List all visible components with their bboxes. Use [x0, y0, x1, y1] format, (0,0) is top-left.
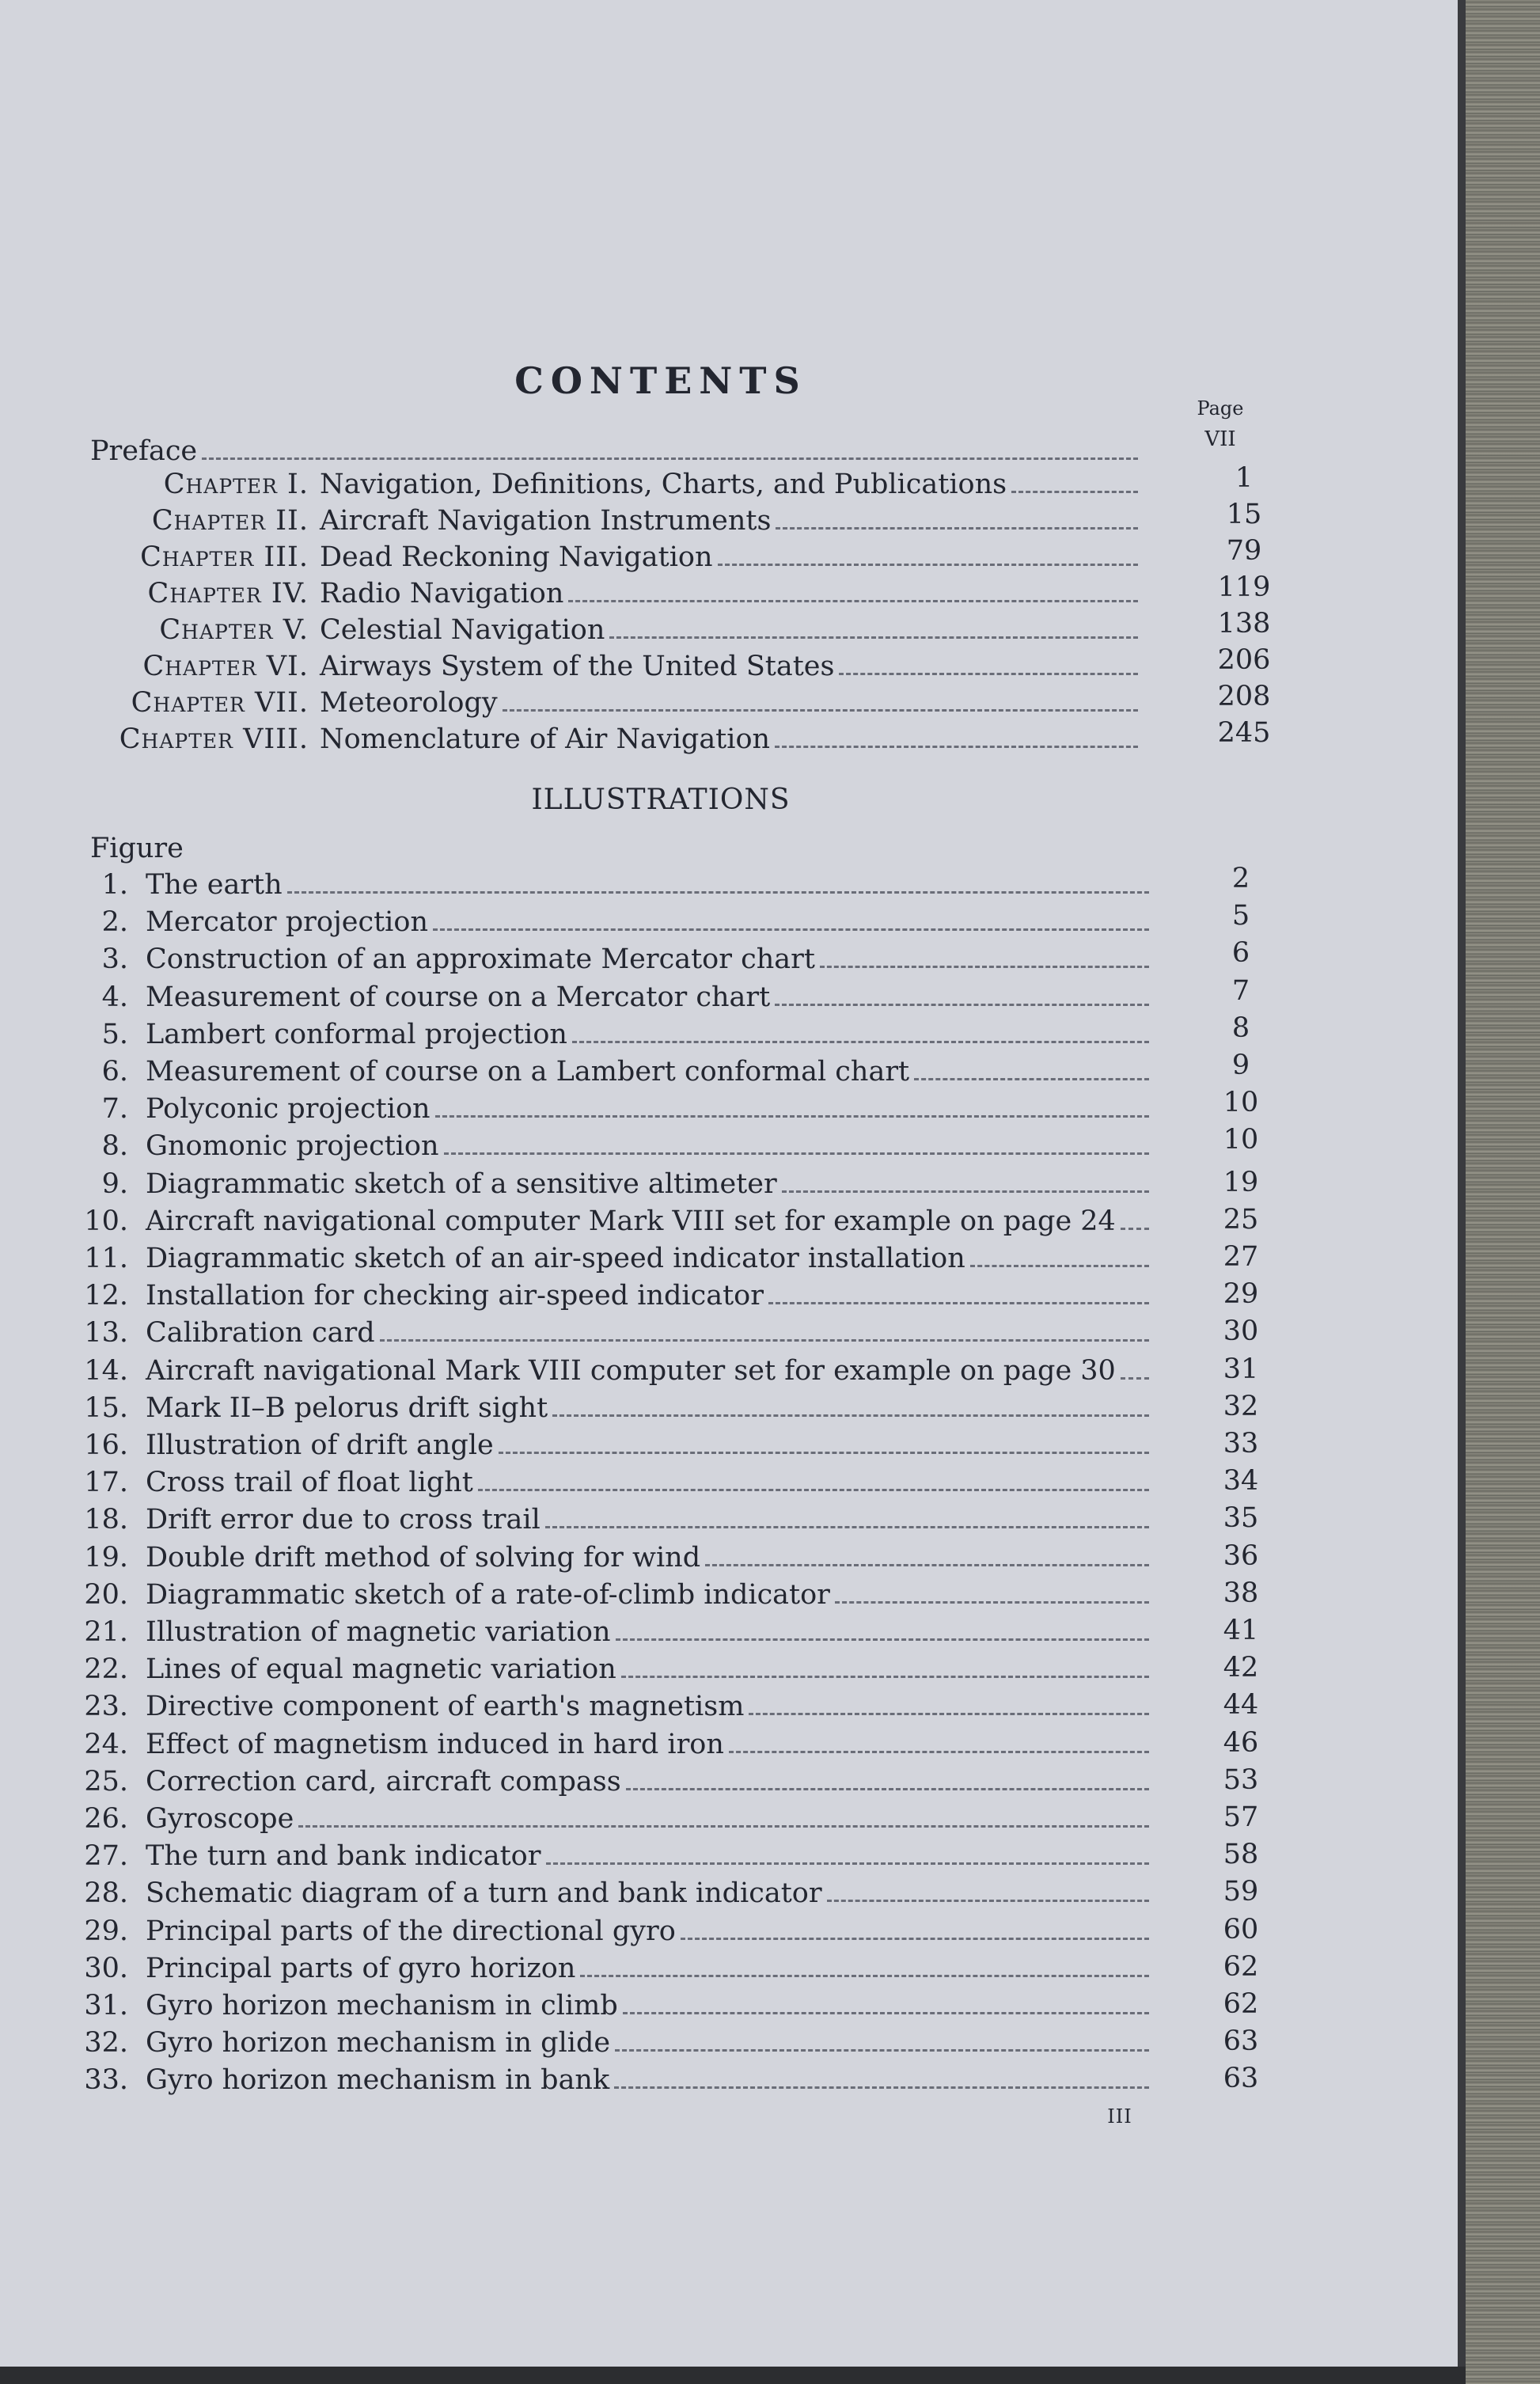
figure-number: 6.: [101, 1056, 128, 1088]
chapter-page: 79: [1226, 535, 1262, 567]
chapter-row: [0, 571, 1345, 614]
figure-title: Mercator projection: [146, 906, 428, 939]
figure-page: 33: [1223, 1428, 1259, 1460]
figure-row: [0, 1355, 1345, 1391]
figure-title: Principal parts of gyro horizon: [146, 1952, 576, 1984]
figure-number: 19.: [84, 1541, 128, 1574]
dot-leader: [609, 636, 1138, 639]
dot-leader: [503, 709, 1138, 712]
dot-leader: [705, 1564, 1149, 1566]
figure-title: Diagrammatic sketch of a rate-of-climb indicator: [146, 1578, 830, 1611]
dot-leader: [914, 1078, 1149, 1080]
chapter-page: 138: [1217, 608, 1271, 640]
figure-title: Double drift method of solving for wind: [146, 1541, 701, 1574]
figure-row: [0, 1726, 1345, 1765]
figure-title: Effect of magnetism induced in hard iron: [146, 1728, 724, 1760]
chapter-title: Dead Reckoning Navigation: [320, 541, 713, 573]
dot-leader: [782, 1190, 1149, 1193]
dot-leader: [546, 1862, 1150, 1865]
dot-leader: [435, 1115, 1149, 1118]
figure-title: Gyro horizon mechanism in climb: [146, 1990, 618, 2021]
figure-title: Gyro horizon mechanism in bank: [146, 2064, 610, 2097]
figure-column-header: Figure: [90, 833, 184, 864]
figure-title: Gnomonic projection: [146, 1130, 439, 1163]
dot-leader: [298, 1825, 1149, 1828]
page-number: III: [1107, 2105, 1132, 2128]
figure-title: Cross trail of float light: [146, 1467, 473, 1499]
figure-row: [0, 1803, 1345, 1839]
chapter-label: Chapter I.: [163, 469, 309, 500]
chapter-row: [0, 717, 1345, 760]
dot-leader: [621, 1676, 1149, 1678]
dot-leader: [776, 527, 1138, 530]
figure-row: [0, 1990, 1345, 2026]
figure-row: [0, 1050, 1345, 1092]
figure-title: Gyroscope: [146, 1803, 294, 1835]
figure-page: 63: [1223, 2025, 1259, 2058]
figure-page: 62: [1223, 1988, 1259, 2020]
chapter-page: 119: [1217, 571, 1271, 603]
chapter-label: Chapter II.: [151, 505, 309, 537]
figure-number: 24.: [84, 1728, 128, 1760]
figure-number: 17.: [84, 1467, 128, 1499]
figure-row: [0, 1317, 1345, 1353]
figure-title: Measurement of course on a Lambert conformal chart: [146, 1056, 910, 1088]
figure-title: Mark II–B pelorus drift sight: [146, 1391, 548, 1424]
figure-title: The turn and bank indicator: [146, 1840, 541, 1873]
figure-number: 3.: [101, 943, 128, 976]
figure-number: 27.: [84, 1840, 128, 1873]
figure-row: [0, 1280, 1345, 1316]
chapter-label: Chapter VII.: [131, 687, 309, 719]
figure-number: 9.: [101, 1167, 128, 1200]
figure-number: 33.: [84, 2064, 128, 2097]
figure-number: 29.: [84, 1915, 128, 1947]
figure-page: 58: [1223, 1839, 1259, 1871]
dot-leader: [1121, 1228, 1149, 1230]
chapter-title: Meteorology: [320, 687, 498, 719]
figure-page: 10: [1223, 1124, 1259, 1156]
figure-number: 28.: [84, 1877, 128, 1910]
figure-number: 25.: [84, 1765, 128, 1797]
dot-leader: [552, 1414, 1149, 1417]
figure-title: Schematic diagram of a turn and bank indicator: [146, 1877, 822, 1910]
dot-leader: [775, 1004, 1149, 1006]
preface-page: VII: [1204, 427, 1236, 451]
figure-row: [0, 1616, 1345, 1653]
preface-row: [0, 427, 1345, 472]
dot-leader: [572, 1041, 1149, 1043]
dot-leader: [580, 1975, 1149, 1977]
figure-title: Lambert conformal projection: [146, 1018, 567, 1050]
figure-title: Illustration of drift angle: [146, 1429, 494, 1461]
dot-leader: [444, 1152, 1149, 1155]
figure-title: Gyro horizon mechanism in glide: [146, 2027, 611, 2059]
figure-number: 26.: [84, 1803, 128, 1835]
chapter-label: Chapter V.: [159, 614, 309, 646]
figure-row: [0, 1915, 1345, 1952]
figure-page: 2: [1231, 863, 1250, 894]
figure-row: [0, 1653, 1345, 1690]
figure-page: 53: [1223, 1763, 1259, 1796]
figure-page: 41: [1223, 1615, 1259, 1646]
figure-title: The earth: [146, 869, 283, 901]
figure-page: 59: [1223, 1876, 1259, 1908]
figure-row: [0, 1243, 1345, 1279]
figure-page: 38: [1223, 1577, 1259, 1609]
dot-leader: [835, 1601, 1149, 1604]
figure-row: [0, 1579, 1345, 1615]
dot-leader: [499, 1452, 1149, 1454]
chapter-label: Chapter VIII.: [119, 723, 309, 755]
chapter-title: Nomenclature of Air Navigation: [320, 723, 771, 755]
chapter-row: [0, 462, 1345, 505]
dot-leader: [839, 673, 1138, 675]
figure-number: 14.: [84, 1354, 128, 1387]
figure-row: [0, 2064, 1345, 2101]
figure-row: [0, 1691, 1345, 1727]
figure-title: Installation for checking air-speed indicator: [146, 1280, 764, 1312]
figure-number: 4.: [101, 981, 128, 1013]
figure-page: 30: [1223, 1315, 1259, 1348]
figure-title: Principal parts of the directional gyro: [146, 1915, 676, 1947]
figure-row: [0, 1840, 1345, 1877]
figure-page: 34: [1223, 1465, 1259, 1498]
figure-page: 36: [1223, 1539, 1259, 1572]
figure-row: [0, 1950, 1345, 1989]
chapter-page: 208: [1217, 681, 1271, 712]
figure-page: 31: [1223, 1353, 1259, 1385]
dot-leader: [1011, 491, 1138, 493]
dot-leader: [380, 1339, 1149, 1342]
figure-number: 20.: [84, 1578, 128, 1611]
figure-number: 13.: [84, 1317, 128, 1350]
contents-title: CONTENTS: [514, 359, 807, 402]
dot-leader: [820, 966, 1149, 968]
dot-leader: [718, 564, 1138, 566]
preface-label: Preface: [90, 435, 198, 467]
figure-number: 12.: [84, 1280, 128, 1312]
figure-page: 32: [1223, 1390, 1259, 1422]
illustrations-title: ILLUSTRATIONS: [531, 784, 791, 816]
figure-title: Polyconic projection: [146, 1093, 431, 1126]
dot-leader: [970, 1265, 1149, 1267]
chapter-title: Airways System of the United States: [320, 651, 835, 682]
dot-leader: [729, 1751, 1149, 1753]
figure-page: 25: [1223, 1203, 1259, 1236]
page-column-header: Page: [1197, 397, 1244, 419]
figure-title: Calibration card: [146, 1317, 375, 1350]
figure-row: [0, 1467, 1345, 1503]
figure-row: [0, 2027, 1345, 2063]
figure-page: 42: [1223, 1652, 1259, 1684]
dot-leader: [568, 600, 1138, 602]
figure-row: [0, 937, 1345, 980]
figure-page: 8: [1231, 1012, 1250, 1044]
chapter-page: 15: [1226, 499, 1262, 530]
figure-row: [0, 1205, 1345, 1242]
figure-number: 21.: [84, 1616, 128, 1648]
figure-title: Measurement of course on a Mercator chart: [146, 981, 771, 1013]
figure-title: Aircraft navigational computer Mark VIII set for example on page 24: [146, 1205, 1116, 1237]
figure-page: 19: [1223, 1166, 1259, 1198]
figure-page: 5: [1231, 900, 1250, 932]
figure-number: 18.: [84, 1504, 128, 1536]
chapter-row: [0, 499, 1345, 541]
figure-page: 27: [1223, 1241, 1259, 1273]
chapter-page: 1: [1235, 462, 1254, 494]
figure-number: 31.: [84, 1990, 128, 2021]
chapter-label: Chapter IV.: [147, 578, 309, 609]
figure-page: 46: [1223, 1726, 1259, 1759]
figure-number: 1.: [101, 869, 128, 901]
chapter-title: Celestial Navigation: [320, 614, 605, 646]
figure-row: [0, 974, 1345, 1018]
figure-row: [0, 863, 1345, 905]
chapter-title: Navigation, Definitions, Charts, and Publications: [320, 469, 1007, 500]
figure-number: 2.: [101, 906, 128, 939]
figure-title: Directive component of earth's magnetism: [146, 1691, 745, 1723]
figure-page: 57: [1223, 1801, 1259, 1833]
page-shadow: [0, 2367, 1466, 2384]
chapter-label: Chapter III.: [140, 541, 309, 573]
figure-page: 9: [1231, 1050, 1250, 1081]
chapter-title: Aircraft Navigation Instruments: [320, 505, 772, 537]
figure-page: 60: [1223, 1913, 1259, 1946]
figure-number: 23.: [84, 1691, 128, 1723]
dot-leader: [545, 1526, 1149, 1528]
dot-leader: [681, 1938, 1149, 1940]
figure-number: 15.: [84, 1391, 128, 1424]
chapter-row: [0, 681, 1345, 723]
chapter-row: [0, 535, 1345, 578]
figure-number: 22.: [84, 1653, 128, 1686]
chapter-page: 245: [1217, 717, 1271, 749]
dot-leader: [433, 928, 1149, 931]
figure-title: Lines of equal magnetic variation: [146, 1653, 616, 1686]
figure-title: Construction of an approximate Mercator chart: [146, 943, 815, 976]
figure-title: Aircraft navigational Mark VIII computer set for example on page 30: [146, 1354, 1116, 1387]
figure-row: [0, 1087, 1345, 1129]
dot-leader: [827, 1900, 1149, 1902]
figure-page: 62: [1223, 1950, 1259, 1983]
dot-leader: [614, 2086, 1149, 2089]
dot-leader: [1121, 1377, 1149, 1380]
figure-number: 32.: [84, 2027, 128, 2059]
figure-number: 8.: [101, 1130, 128, 1163]
figure-number: 11.: [84, 1243, 128, 1274]
dot-leader: [749, 1713, 1149, 1715]
figure-row: [0, 1539, 1345, 1578]
figure-row: [0, 1763, 1345, 1802]
dot-leader: [768, 1302, 1149, 1304]
figure-number: 5.: [101, 1018, 128, 1050]
figure-row: [0, 1124, 1345, 1167]
figure-number: 7.: [101, 1093, 128, 1126]
dot-leader: [616, 1638, 1149, 1641]
figure-row: [0, 1392, 1345, 1429]
figure-page: 44: [1223, 1689, 1259, 1722]
figure-page: 35: [1223, 1502, 1259, 1535]
figure-title: Illustration of magnetic variation: [146, 1616, 611, 1648]
chapter-label: Chapter VI.: [142, 651, 309, 682]
figure-row: [0, 1012, 1345, 1055]
chapter-row: [0, 644, 1345, 687]
chapter-row: [0, 608, 1345, 651]
figure-row: [0, 1168, 1345, 1205]
dot-leader: [202, 457, 1138, 460]
figure-page: 63: [1223, 2063, 1259, 2095]
figure-page: 6: [1231, 937, 1250, 970]
figure-row: [0, 1877, 1345, 1914]
dot-leader: [287, 891, 1149, 894]
figure-number: 10.: [84, 1205, 128, 1237]
chapter-page: 206: [1217, 644, 1271, 676]
chapter-title: Radio Navigation: [320, 578, 564, 609]
figure-title: Drift error due to cross trail: [146, 1504, 541, 1536]
book-binding: [1466, 0, 1540, 2384]
figure-row: [0, 1504, 1345, 1540]
figure-title: Correction card, aircraft compass: [146, 1765, 621, 1797]
figure-page: 29: [1223, 1278, 1259, 1311]
dot-leader: [623, 2012, 1149, 2014]
figure-title: Diagrammatic sketch of an air-speed indicator installation: [146, 1243, 965, 1274]
figure-page: 7: [1231, 974, 1250, 1007]
figure-row: [0, 1429, 1345, 1466]
dot-leader: [775, 746, 1138, 748]
figure-row: [0, 900, 1345, 943]
dot-leader: [626, 1788, 1149, 1790]
figure-page: 10: [1223, 1087, 1259, 1119]
figure-number: 16.: [84, 1429, 128, 1461]
dot-leader: [615, 2049, 1149, 2052]
figure-title: Diagrammatic sketch of a sensitive altimeter: [146, 1167, 777, 1200]
figure-number: 30.: [84, 1952, 128, 1984]
dot-leader: [478, 1489, 1149, 1491]
